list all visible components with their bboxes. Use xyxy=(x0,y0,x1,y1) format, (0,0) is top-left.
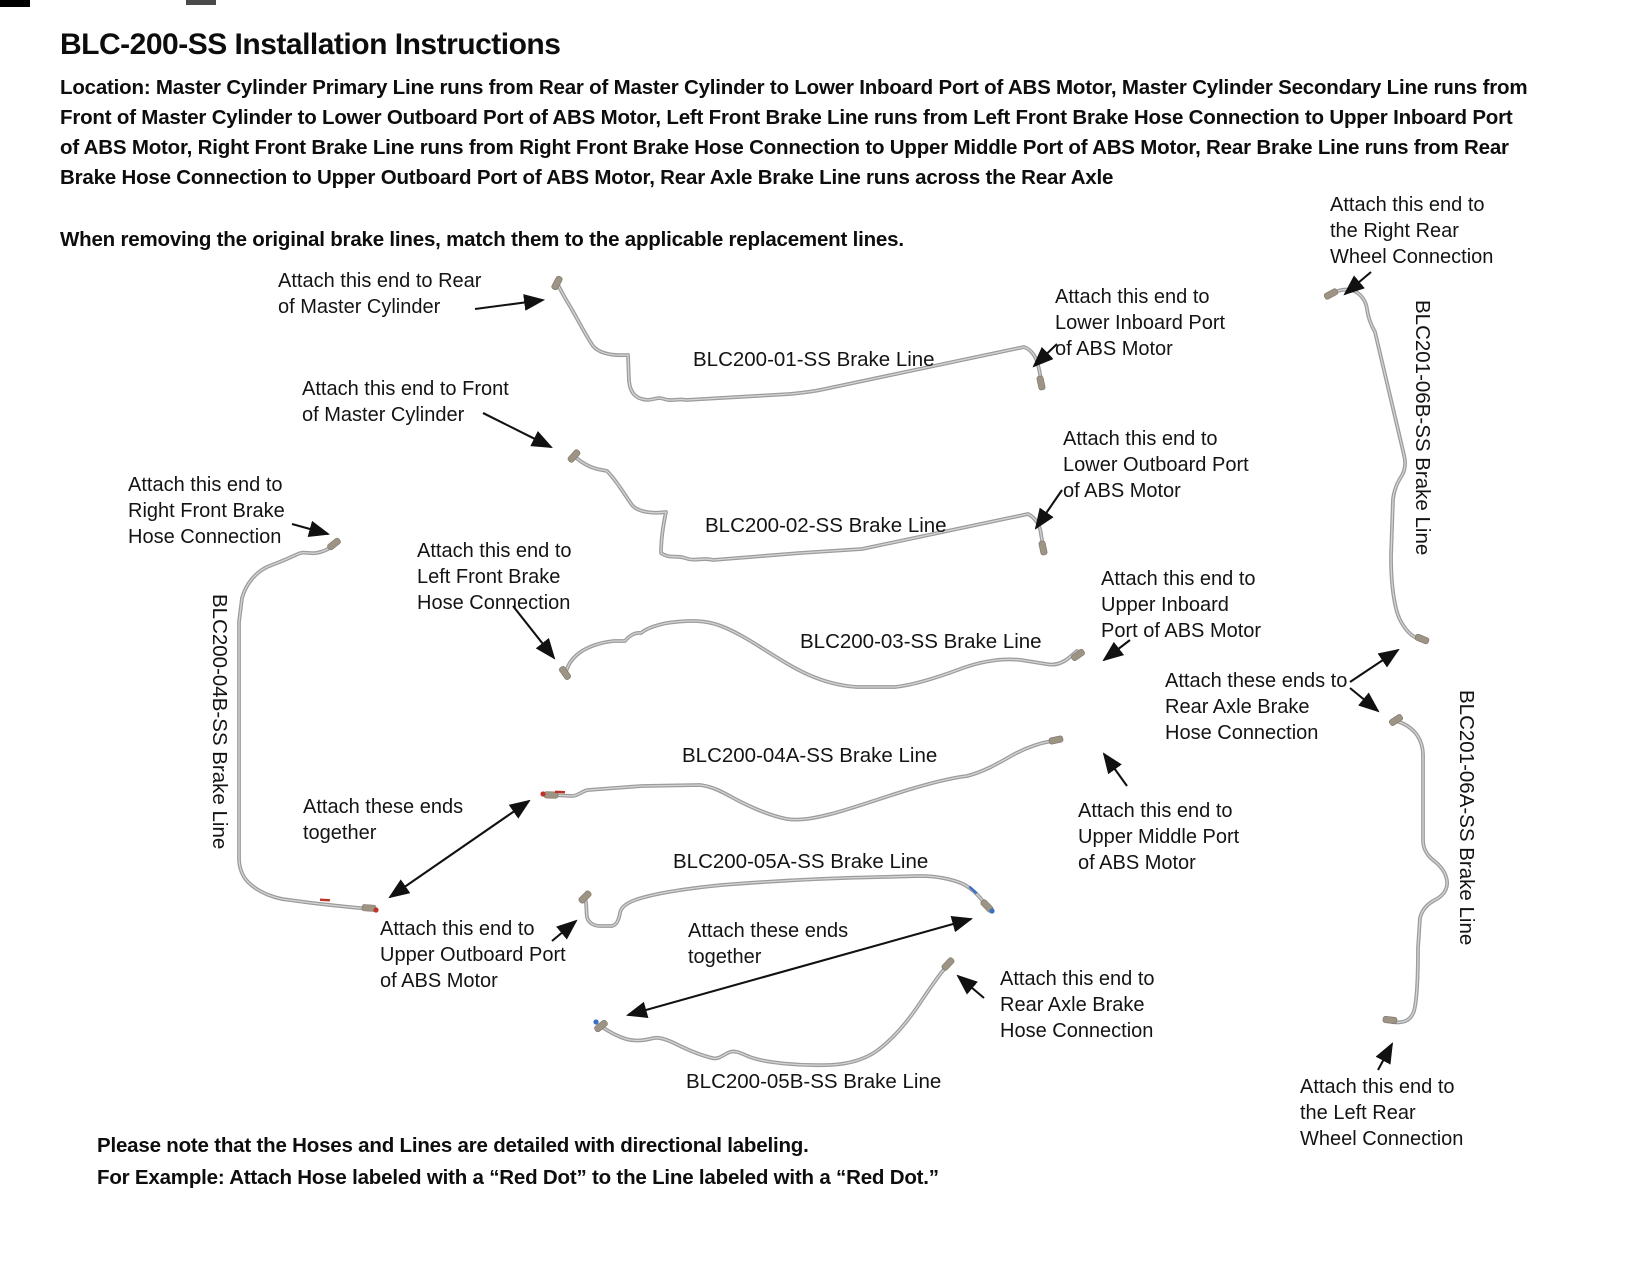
annotation-line: of Master Cylinder xyxy=(302,404,465,426)
red-tick-marker xyxy=(320,898,330,901)
annotation-line: Attach this end to xyxy=(380,918,535,940)
annotation-line: Attach this end to xyxy=(1101,568,1256,590)
red-dot-marker xyxy=(373,907,378,912)
fitting-02-right xyxy=(1038,540,1047,555)
annotation-line: Attach this end to Rear xyxy=(278,270,482,292)
annotation-line: of ABS Motor xyxy=(1078,852,1196,874)
label-blc200-03-ss: BLC200-03-SS Brake Line xyxy=(800,630,1042,653)
label-blc201-06a-ss: BLC201-06A-SS Brake Line xyxy=(1455,690,1478,946)
location-paragraph-line: Front of Master Cylinder to Lower Outboard Port of ABS Motor, Left Front Brake Line runs from Left Front Brake Hose Connection to Upper Inboard Port xyxy=(60,106,1513,129)
annotation-line: Upper Inboard xyxy=(1101,594,1229,616)
label-blc200-04a-ss: BLC200-04A-SS Brake Line xyxy=(682,744,938,767)
arrow-lower-outboard-port xyxy=(1036,490,1062,528)
annotation-line: Attach this end to xyxy=(1055,286,1210,308)
annotation-line: Rear Axle Brake xyxy=(1000,994,1145,1016)
label-blc200-05b-ss: BLC200-05B-SS Brake Line xyxy=(686,1070,942,1093)
arrow-right-front-brake-hose xyxy=(292,524,328,534)
blue-dot-marker xyxy=(989,908,994,913)
fitting-05b-right xyxy=(941,957,955,972)
fitting-06b-bottom xyxy=(1414,633,1429,644)
annotation-line: Lower Outboard Port xyxy=(1063,454,1249,476)
annotation-line: Upper Middle Port xyxy=(1078,826,1240,848)
annotation-line: Attach this end to xyxy=(128,474,283,496)
fitting-04a-right xyxy=(1048,735,1063,744)
annotation-line: Attach this end to xyxy=(1063,428,1218,450)
annotation-ends-together-left xyxy=(303,794,463,846)
annotation-line: Upper Outboard Port xyxy=(380,944,566,966)
annotation-line: Left Front Brake xyxy=(417,566,561,588)
removal-note: When removing the original brake lines, match them to the applicable replacement lines. xyxy=(60,228,904,251)
annotation-line: of ABS Motor xyxy=(380,970,498,992)
annotation-line: of Master Cylinder xyxy=(278,296,441,318)
annotation-line: Wheel Connection xyxy=(1330,246,1494,268)
brake-line-06a xyxy=(1386,721,1447,1022)
annotation-line: together xyxy=(688,946,762,968)
arrow-rear-axle-ends-upper xyxy=(1350,650,1398,682)
annotation-rear-master-cylinder xyxy=(278,268,481,320)
annotation-line: Lower Inboard Port xyxy=(1055,312,1226,334)
annotation-line: Attach this end to xyxy=(417,540,572,562)
annotation-line: Wheel Connection xyxy=(1300,1128,1464,1150)
brake-line-04b xyxy=(239,545,368,909)
annotation-line: of ABS Motor xyxy=(1055,338,1173,360)
fitting-06a-bottom xyxy=(1383,1016,1398,1024)
annotation-line: Hose Connection xyxy=(1165,722,1319,744)
annotation-front-master-cylinder xyxy=(302,376,509,428)
arrow-rear-axle-hose xyxy=(958,976,984,998)
annotation-rear-axle-ends xyxy=(1165,668,1347,746)
annotation-ends-together-center xyxy=(688,918,848,970)
brake-line-06b xyxy=(1331,290,1420,640)
arrow-upper-middle-port xyxy=(1104,754,1127,786)
annotation-line: together xyxy=(303,822,377,844)
annotation-line: Attach this end to xyxy=(1300,1076,1455,1098)
location-paragraph-line: Location: Master Cylinder Primary Line runs from Rear of Master Cylinder to Lower Inboard Port of ABS Motor, Master Cylinder Secondary Line runs from xyxy=(60,76,1528,99)
footer-note-line1: Please note that the Hoses and Lines are detailed with directional labeling. xyxy=(97,1134,809,1157)
red-tick-marker xyxy=(555,791,565,794)
label-blc200-05a-ss: BLC200-05A-SS Brake Line xyxy=(673,850,929,873)
annotation-line: the Right Rear xyxy=(1330,220,1459,242)
annotation-line: of ABS Motor xyxy=(1063,480,1181,502)
annotation-line: Port of ABS Motor xyxy=(1101,620,1262,642)
footer-note-line2: For Example: Attach Hose labeled with a “Red Dot” to the Line labeled with a “Red Dot.” xyxy=(97,1166,939,1189)
annotation-line: Hose Connection xyxy=(1000,1020,1154,1042)
arrow-lower-inboard-port xyxy=(1034,344,1057,366)
annotation-line: Attach these ends to xyxy=(1165,670,1348,692)
annotation-upper-inboard-port xyxy=(1101,566,1261,644)
label-blc200-04b-ss: BLC200-04B-SS Brake Line xyxy=(208,594,231,850)
annotation-line: Right Front Brake xyxy=(128,500,285,522)
arrow-rear-master-cylinder xyxy=(475,300,543,309)
annotation-line: Attach this end to xyxy=(1330,194,1485,216)
fitting-04b-top xyxy=(327,537,342,551)
annotation-left-front-brake-hose xyxy=(417,538,572,616)
arrow-right-rear-wheel xyxy=(1345,272,1371,294)
brake-line-05b xyxy=(602,966,947,1065)
annotation-upper-middle-port xyxy=(1078,798,1239,876)
annotation-line: Hose Connection xyxy=(417,592,571,614)
fitting-03-left xyxy=(558,665,571,680)
annotation-line: Hose Connection xyxy=(128,526,282,548)
brake-line-02 xyxy=(575,457,1043,560)
annotation-line: Attach this end to xyxy=(1078,800,1233,822)
annotation-line: Rear Axle Brake xyxy=(1165,696,1310,718)
annotation-line: Attach these ends xyxy=(303,796,464,818)
location-paragraph-line: of ABS Motor, Right Front Brake Line runs from Right Front Brake Hose Connection to Upper Middle Port of ABS Motor, Rear Brake Line runs from Rear xyxy=(60,136,1509,159)
fitting-01-right xyxy=(1036,375,1045,390)
arrow-left-rear-wheel xyxy=(1378,1044,1392,1070)
annotation-line: Attach these ends xyxy=(688,920,849,942)
annotation-line: Attach this end to xyxy=(1000,968,1155,990)
annotation-lower-inboard-port xyxy=(1055,284,1225,362)
annotation-line: Attach this end to Front xyxy=(302,378,509,400)
page-title: BLC-200-SS Installation Instructions xyxy=(60,28,561,61)
label-blc200-02-ss: BLC200-02-SS Brake Line xyxy=(705,514,947,537)
red-dot-marker xyxy=(540,791,545,796)
annotation-upper-outboard-port xyxy=(380,916,566,994)
label-blc200-01-ss: BLC200-01-SS Brake Line xyxy=(693,348,935,371)
annotation-rear-axle-hose xyxy=(1000,966,1155,1044)
annotation-line: the Left Rear xyxy=(1300,1102,1416,1124)
label-blc201-06b-ss: BLC201-06B-SS Brake Line xyxy=(1411,300,1434,556)
annotation-right-front-brake-hose xyxy=(128,472,285,550)
annotation-right-rear-wheel xyxy=(1330,192,1493,270)
annotation-lower-outboard-port xyxy=(1063,426,1249,504)
fitting-06b-top xyxy=(1323,288,1338,300)
location-paragraph-line: Brake Hose Connection to Upper Outboard Port of ABS Motor, Rear Axle Brake Line runs across the Rear Axle xyxy=(60,166,1114,189)
blue-dot-marker xyxy=(593,1019,598,1024)
annotation-left-rear-wheel xyxy=(1300,1074,1463,1152)
arrow-rear-axle-ends-lower xyxy=(1350,688,1378,711)
